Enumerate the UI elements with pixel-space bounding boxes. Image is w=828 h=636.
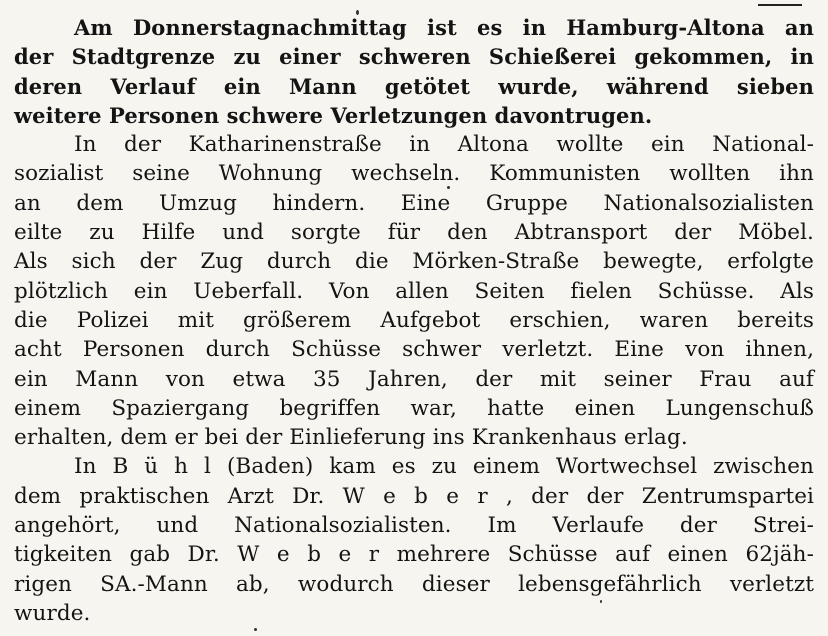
lead-paragraph xyxy=(14,13,814,130)
text-line: einem Spaziergang begriffen war, hatte einen Lungenschuß xyxy=(14,395,814,421)
article-body xyxy=(14,13,814,628)
text-line: wurde. xyxy=(14,600,91,626)
text-line: dem praktischen Arzt Dr. W e b e r , der der Zentrumspartei xyxy=(14,483,814,509)
text-line: In der Katharinenstraße in Altona wollte ein National- xyxy=(74,132,814,158)
text-line: an dem Umzug hindern. Eine Gruppe Nationalsozialisten xyxy=(14,190,814,216)
text-line: Als sich der Zug durch die Mörken-Straße bewegte, erfolgte xyxy=(14,249,814,275)
text-line: plötzlich ein Ueberfall. Von allen Seiten fielen Schüsse. Als xyxy=(14,278,814,304)
text-line: angehört, und Nationalsozialisten. Im Verlaufe der Strei- xyxy=(14,513,814,539)
text-line: Am Donnerstagnachmittag ist es in Hamburg-Altona an xyxy=(74,15,814,40)
text-line: deren Verlauf ein Mann getötet wurde, während sieben xyxy=(14,73,814,99)
scan-speck xyxy=(600,600,602,603)
scan-speck xyxy=(254,628,257,631)
text-line: weitere Personen schwere Verletzungen davontrugen. xyxy=(14,102,653,128)
text-line: erhalten, dem er bei der Einlieferung ins Krankenhaus erlag. xyxy=(14,425,688,451)
text-line: In B ü h l (Baden) kam es zu einem Wortwechsel zwischen xyxy=(74,454,814,480)
text-line: die Polizei mit größerem Aufgebot erschien, waren bereits xyxy=(14,307,814,333)
text-line: ein Mann von etwa 35 Jahren, der mit seiner Frau auf xyxy=(14,366,814,392)
ink-mark xyxy=(758,4,802,6)
text-line: der Stadtgrenze zu einer schweren Schießerei gekommen, in xyxy=(14,44,814,70)
text-line: rigen SA.-Mann ab, wodurch dieser lebensgefährlich verletzt xyxy=(14,571,814,597)
text-line: acht Personen durch Schüsse schwer verletzt. Eine von ihnen, xyxy=(14,337,814,363)
text-line: eilte zu Hilfe und sorgte für den Abtransport der Möbel. xyxy=(14,220,814,246)
text-line: tigkeiten gab Dr. W e b e r mehrere Schüsse auf einen 62jäh- xyxy=(14,542,814,568)
scan-speck xyxy=(356,10,359,15)
scan-speck xyxy=(447,186,450,189)
paragraph-buehl xyxy=(14,452,814,628)
paragraph-altona xyxy=(14,130,814,452)
text-line: sozialist seine Wohnung wechseln. Kommunisten wollten ihn xyxy=(14,161,814,187)
